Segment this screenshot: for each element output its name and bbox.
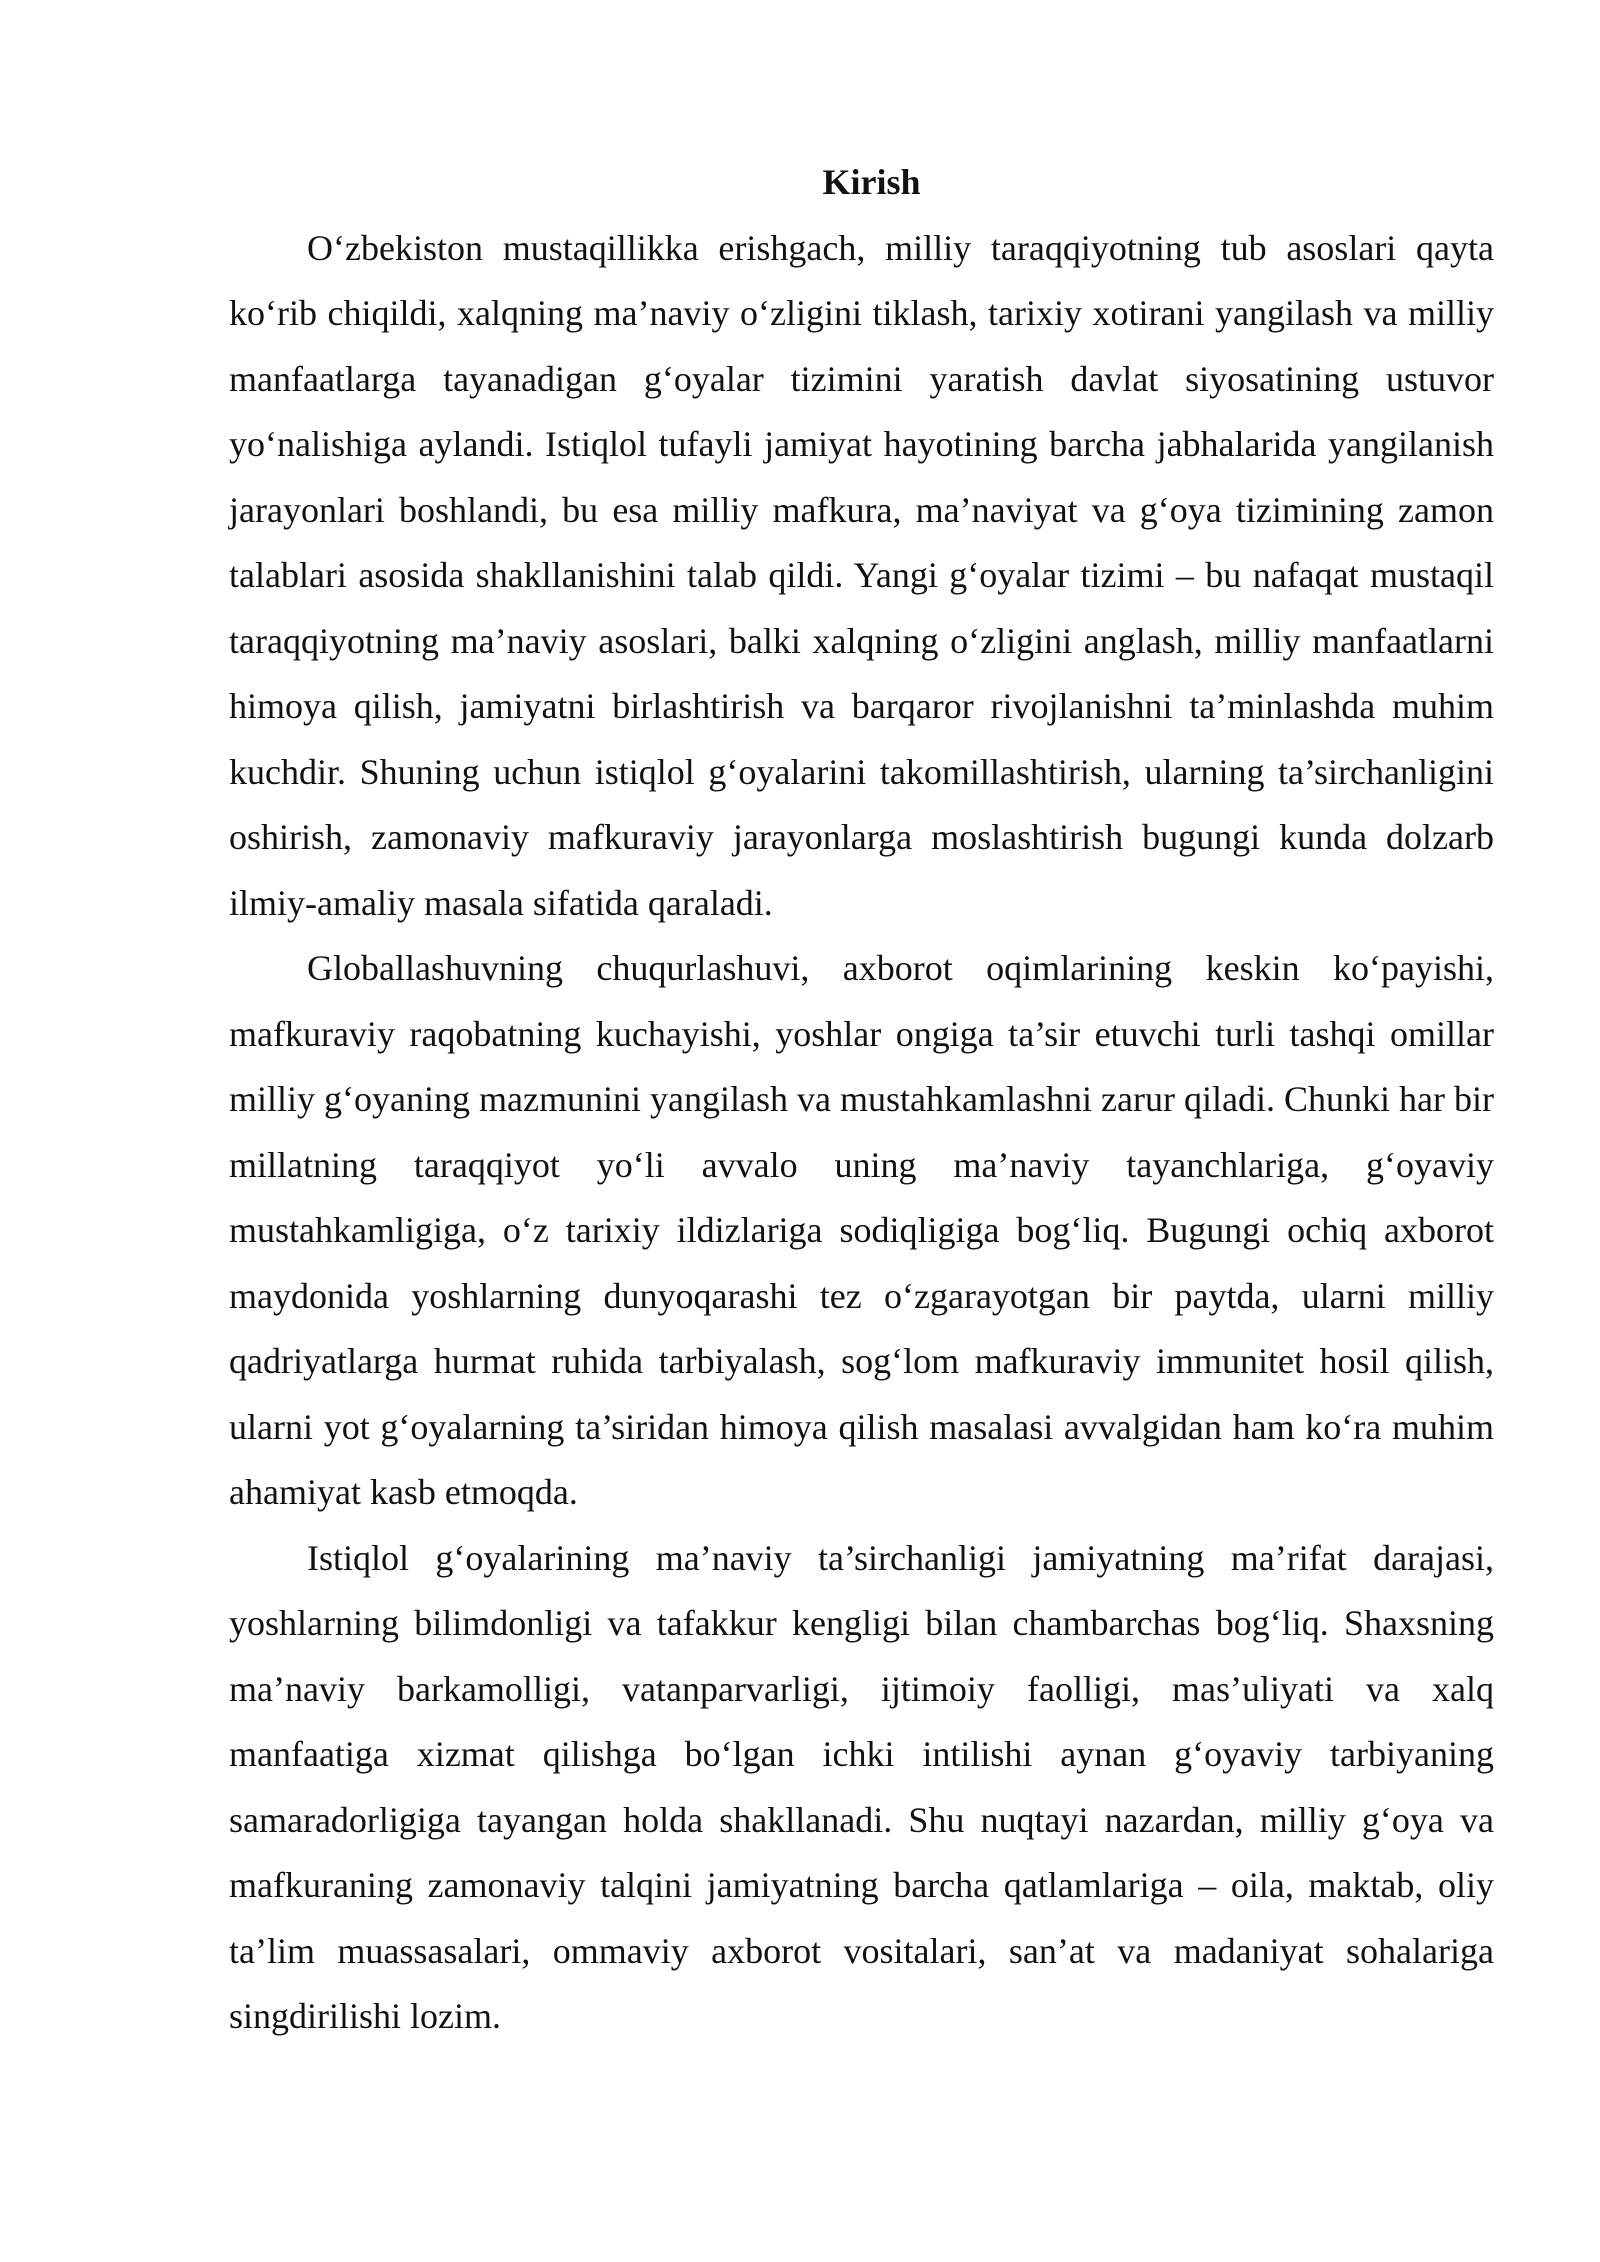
document-page [229, 150, 1494, 2050]
paragraph-3: Istiqlol g‘oyalarining ma’naviy ta’sirchanligi jamiyatning ma’rifat darajasi, yoshlarning bilimdonligi va tafakkur kengligi bilan chambarchas bog‘liq. Shaxsning ma’naviy barkamolligi, vatanparvarligi, ijtimoiy faolligi, mas’uliyati va xalq manfaatiga xizmat qilishga bo‘lgan ichki intilishi aynan g‘oyaviy tarbiyaning samaradorligiga tayangan holda shakllanadi. Shu nuqtayi nazardan, milliy g‘oya va mafkuraning zamonaviy talqini jamiyatning barcha qatlamlariga – oila, maktab, oliy ta’lim muassasalari, ommaviy axborot vositalari, san’at va madaniyat sohalariga singdirilishi lozim. [229, 1537, 1494, 2036]
paragraph-1: O‘zbekiston mustaqillikka erishgach, milliy taraqqiyotning tub asoslari qayta ko‘rib chiqildi, xalqning ma’naviy o‘zligini tiklash, tarixiy xotirani yangilash va milliy manfaatlarga tayanadigan g‘oyalar tizimini yaratish davlat siyosatining ustuvor yo‘nalishiga aylandi. Istiqlol tufayli jamiyat hayotining barcha jabhalarida yangilanish jarayonlari boshlandi, bu esa milliy mafkura, ma’naviyat va g‘oya tizimining zamon talablari asosida shakllanishini talab qildi. Yangi g‘oyalar tizimi – bu nafaqat mustaqil taraqqiyotning ma’naviy asoslari, balki xalqning o‘zligini anglash, milliy manfaatlarni himoya qilish, jamiyatni birlashtirish va barqaror rivojlanishni ta’minlashda muhim kuchdir. Shuning uchun istiqlol g‘oyalarini takomillashtirish, ularning ta’sirchanligini oshirish, zamonaviy mafkuraviy jarayonlarga moslashtirish bugungi kunda dolzarb ilmiy-amaliy masala sifatida qaraladi. [229, 227, 1494, 923]
page-title: Kirish [822, 162, 921, 202]
paragraph-2: Globallashuvning chuqurlashuvi, axborot oqimlarining keskin ko‘payishi, mafkuraviy raqobatning kuchayishi, yoshlar ongiga ta’sir etuvchi turli tashqi omillar milliy g‘oyaning mazmunini yangilash va mustahkamlashni zarur qiladi. Chunki har bir millatning taraqqiyot yo‘li avvalo uning ma’naviy tayanchlariga, g‘oyaviy mustahkamligiga, o‘z tarixiy ildizlariga sodiqligiga bog‘liq. Bugungi ochiq axborot maydonida yoshlarning dunyoqarashi tez o‘zgarayotgan bir paytda, ularni milliy qadriyatlarga hurmat ruhida tarbiyalash, sog‘lom mafkuraviy immunitet hosil qilish, ularni yot g‘oyalarning ta’siridan himoya qilish masalasi avvalgidan ham ko‘ra muhim ahamiyat kasb etmoqda. [229, 948, 1494, 1512]
